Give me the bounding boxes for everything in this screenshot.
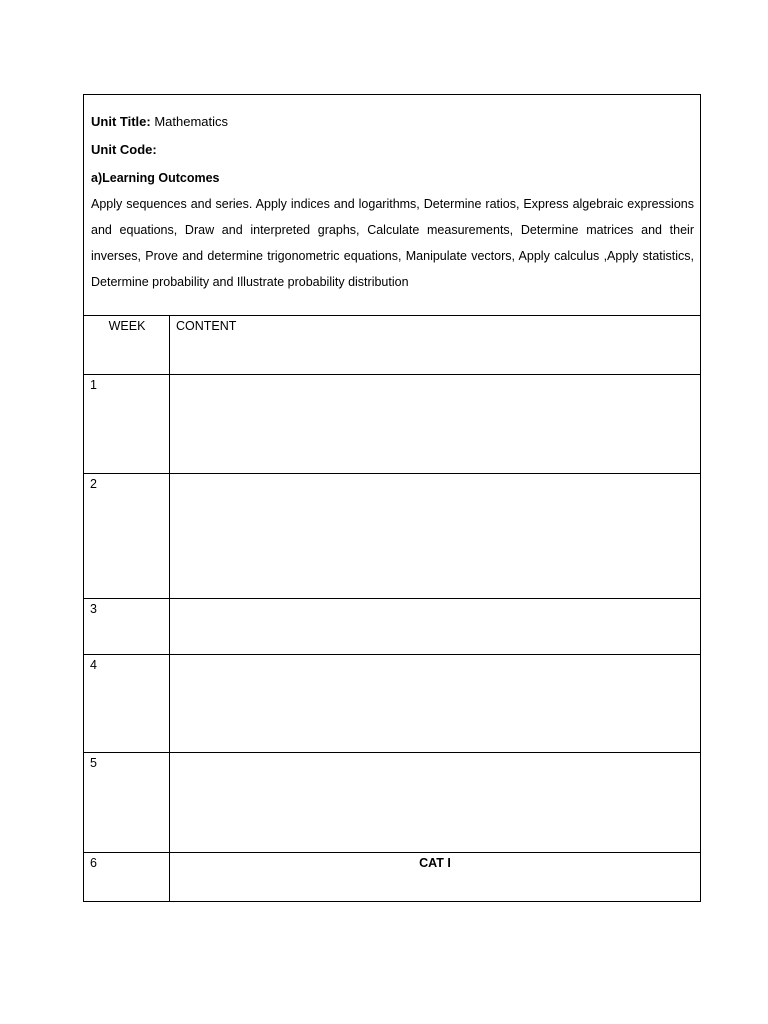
table-row (84, 599, 700, 655)
unit-code-label: Unit Code: (91, 142, 157, 157)
content-cell (170, 599, 700, 654)
week-column-header (84, 316, 170, 374)
syllabus-document (83, 94, 701, 902)
content-header-label: CONTENT (176, 319, 237, 333)
week-number: 6 (90, 856, 97, 870)
table-row (84, 753, 700, 853)
week-number: 3 (90, 602, 97, 616)
learning-outcomes-heading: a)Learning Outcomes (91, 171, 220, 185)
week-number: 2 (90, 477, 97, 491)
table-header-row (84, 316, 700, 375)
unit-code-line (91, 142, 157, 158)
table-row (84, 474, 700, 599)
week-cell (84, 375, 170, 473)
week-cell (84, 655, 170, 752)
content-cell (170, 853, 700, 901)
unit-title-line (91, 114, 228, 130)
content-cell (170, 375, 700, 473)
table-row (84, 853, 700, 901)
cat-label: CAT I (419, 856, 451, 870)
unit-header (84, 95, 700, 316)
week-cell (84, 753, 170, 852)
week-cell (84, 474, 170, 598)
weekly-content-table (84, 316, 700, 901)
week-number: 1 (90, 378, 97, 392)
week-cell (84, 599, 170, 654)
content-column-header (170, 316, 700, 374)
content-cell (170, 474, 700, 598)
table-row (84, 375, 700, 474)
week-number: 4 (90, 658, 97, 672)
week-cell (84, 853, 170, 901)
table-row (84, 655, 700, 753)
unit-title-value: Mathematics (150, 114, 229, 129)
learning-outcomes-text: Apply sequences and series. Apply indices and logarithms, Determine ratios, Express algebraic expressions and equations, Draw and interpreted graphs, Calculate measurements, Determine matrices and their inverses, Prove and determine trigonometric equations, Manipulate vectors, Apply calculus ,Apply statistics, Determine probability and Illustrate probability distribution (91, 197, 694, 289)
unit-title-label: Unit Title: (91, 114, 151, 129)
week-number: 5 (90, 756, 97, 770)
content-cell (170, 655, 700, 752)
week-header-label: WEEK (108, 319, 146, 333)
content-cell (170, 753, 700, 852)
